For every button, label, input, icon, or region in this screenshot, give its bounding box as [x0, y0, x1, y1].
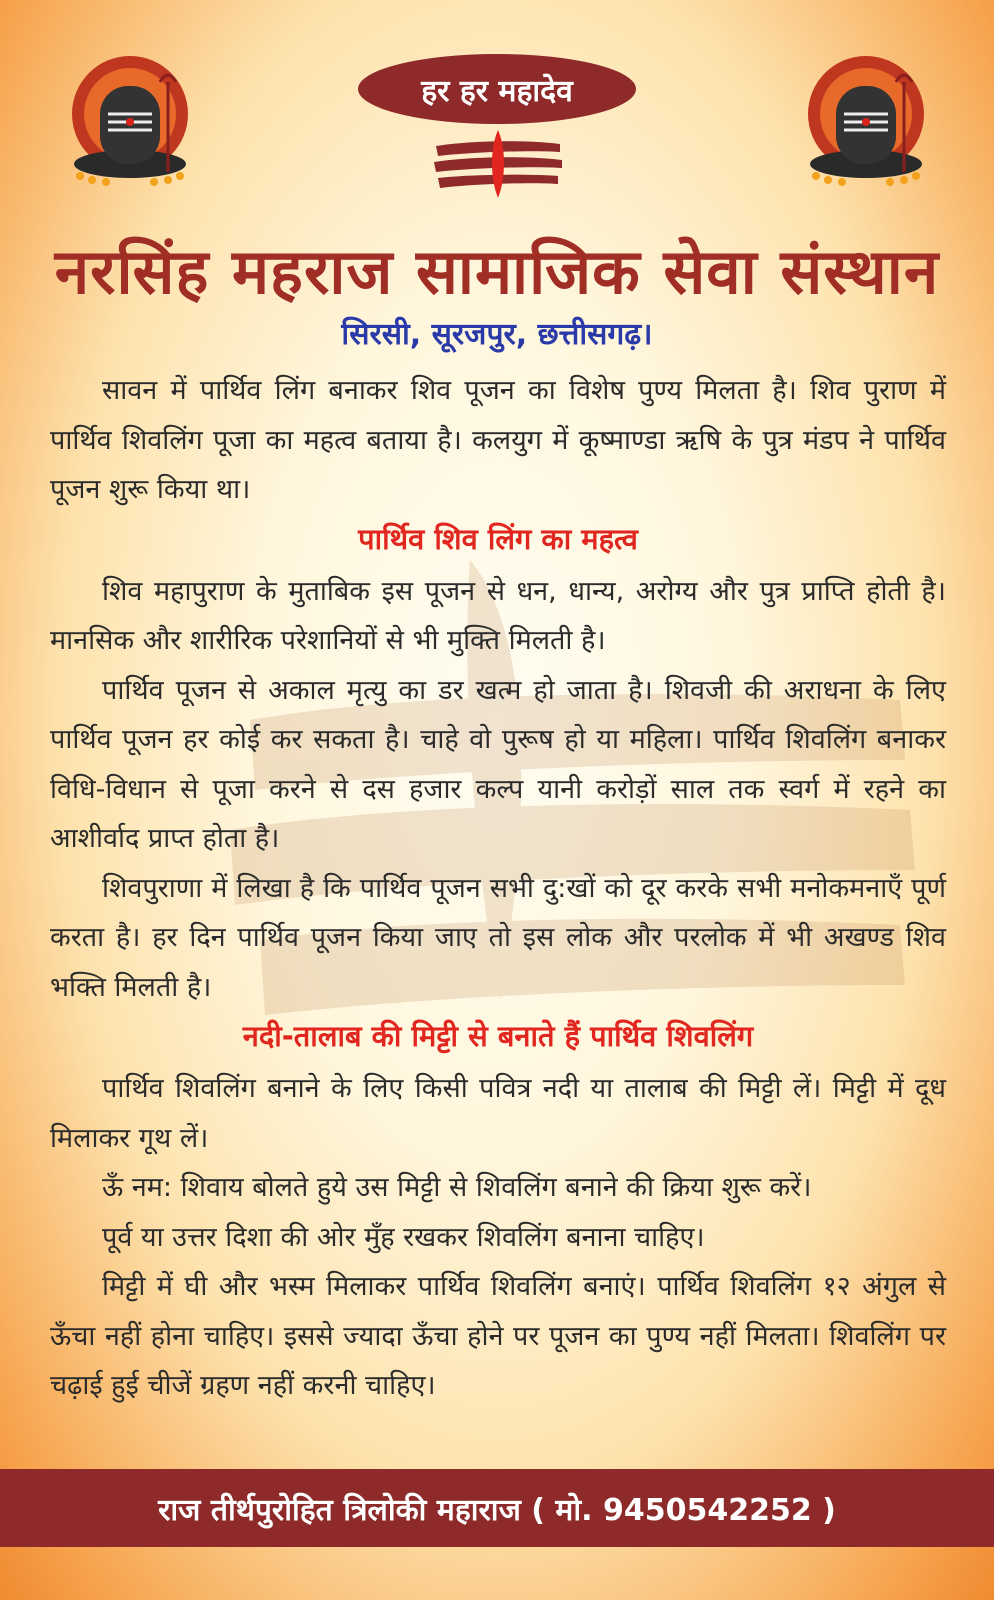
intro-paragraph: सावन में पार्थिव लिंग बनाकर शिव पूजन का विशेष पुण्य मिलता है। शिव पुराण में पार्थिव शिवलिंग पूजा का महत्व बताया है। कलयुग में कूष्माण्डा ऋषि के पुत्र मंडप ने पार्थिव पूजन शुरू किया था। — [50, 375, 946, 505]
section-paragraph: पार्थिव शिवलिंग बनाने के लिए किसी पवित्र नदी या तालाब की मिट्टी लें। मिट्टी में दूध मिलाकर गूथ लें। — [50, 1073, 946, 1154]
section-paragraph: पूर्व या उत्तर दिशा की ओर मुँह रखकर शिवलिंग बनाना चाहिए। — [102, 1221, 705, 1253]
shivling-icon — [60, 52, 200, 192]
tilak-icon — [432, 128, 564, 200]
section-paragraph: मिट्टी में घी और भस्म मिलाकर पार्थिव शिवलिंग बनाएं। पार्थिव शिवलिंग १२ अंगुल से ऊँचा नहीं होना चाहिए। इससे ज्यादा ऊँचा होने पर पूजन का पुण्य नहीं मिलता। शिवलिंग पर चढ़ाई हुई चीजें ग्रहण नहीं करनी चाहिए। — [50, 1271, 946, 1401]
header-badge — [358, 54, 636, 124]
section-paragraph: ऊँ नम: शिवाय बोलते हुये उस मिट्टी से शिवलिंग बनाने की क्रिया शुरू करें। — [102, 1172, 812, 1203]
organization-title: नरसिंह महराज सामाजिक सेवा संस्थान — [54, 235, 940, 308]
footer-banner — [0, 1469, 994, 1547]
header-badge-text: हर हर महादेव — [421, 73, 573, 109]
section-heading: नदी-तालाब की मिट्टी से बनाते हैं पार्थिव शिवलिंग — [242, 1019, 754, 1053]
shivling-icon — [796, 52, 936, 192]
section-paragraph: शिवपुराणा में लिखा है कि पार्थिव पूजन सभी दु:खों को दूर करके सभी मनोकमनाएँ पूर्ण करता है। हर दिन पार्थिव पूजन किया जाए तो इस लोक और परलोक में भी अखण्ड शिव भक्ति मिलती है। — [50, 872, 946, 1003]
location-subtitle: सिरसी, सूरजपुर, छत्तीसगढ़। — [341, 317, 653, 352]
section-paragraph: पार्थिव पूजन से अकाल मृत्यु का डर खत्म हो जाता है। शिवजी की अराधना के लिए पार्थिव पूजन हर कोई कर सकता है। चाहे वो पुरूष हो या महिला। पार्थिव शिवलिंग बनाकर विधि-विधान से पूजा करने से दस हजार कल्प यानी करोड़ों साल तक स्वर्ग में रहने का आशीर्वाद प्राप्त होता है। — [50, 674, 946, 854]
footer-contact: राज तीर्थपुरोहित त्रिलोकी महाराज ( मो. 9450542252 ) — [158, 1492, 836, 1528]
section-paragraph: शिव महापुराण के मुताबिक इस पूजन से धन, धान्य, अरोग्य और पुत्र प्राप्ति होती है। मानसिक और शारीरिक परेशानियों से भी मुक्ति मिलती है। — [50, 575, 946, 656]
article-body — [50, 366, 946, 1411]
section-heading: पार्थिव शिव लिंग का महत्व — [358, 521, 638, 556]
